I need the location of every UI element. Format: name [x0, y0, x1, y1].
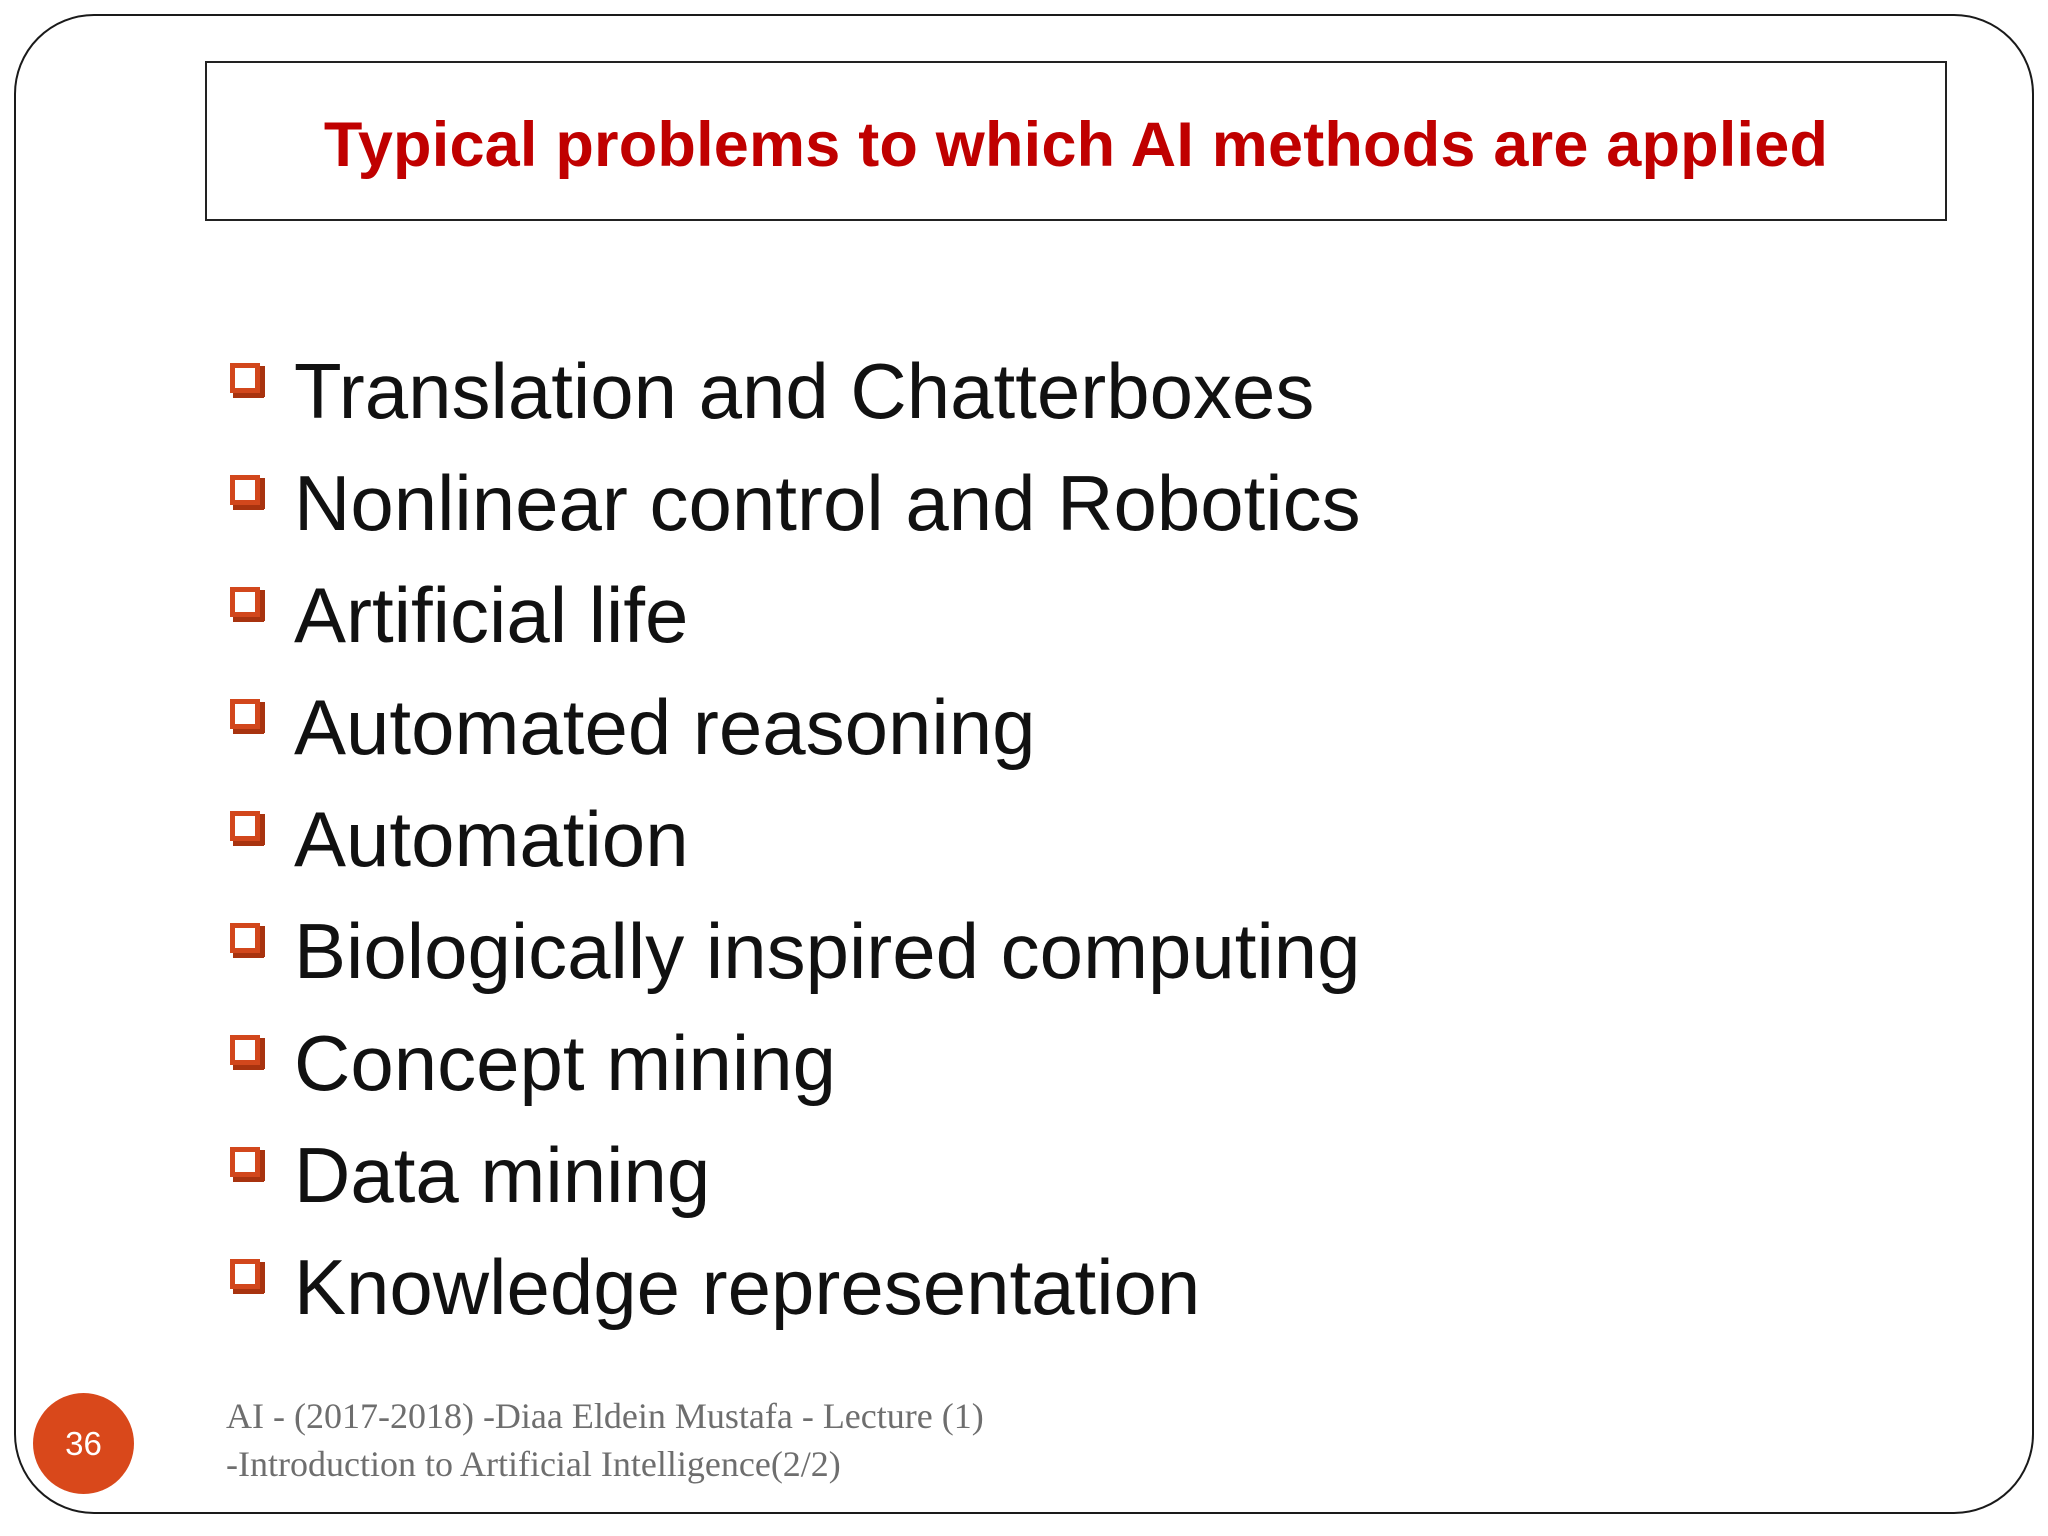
- footer-line-1: AI - (2017-2018) -Diaa Eldein Mustafa - Lecture (1): [226, 1396, 984, 1436]
- bullet-text: Data mining: [294, 1131, 711, 1219]
- checkbox-square-icon: [230, 587, 264, 621]
- bullet-text: Artificial life: [294, 571, 689, 659]
- bullet-list: [230, 335, 1361, 1343]
- checkbox-square-icon: [230, 923, 264, 957]
- bullet-text: Nonlinear control and Robotics: [294, 459, 1361, 547]
- checkbox-square-icon: [230, 699, 264, 733]
- list-item: [230, 1119, 1361, 1231]
- checkbox-square-icon: [230, 363, 264, 397]
- list-item: [230, 895, 1361, 1007]
- checkbox-square-icon: [230, 1035, 264, 1069]
- page-number-badge: [33, 1393, 134, 1494]
- list-item: [230, 671, 1361, 783]
- list-item: [230, 447, 1361, 559]
- list-item: [230, 783, 1361, 895]
- bullet-text: Translation and Chatterboxes: [294, 347, 1315, 435]
- checkbox-square-icon: [230, 811, 264, 845]
- page-number: 36: [65, 1424, 102, 1462]
- bullet-text: Automation: [294, 795, 689, 883]
- checkbox-square-icon: [230, 475, 264, 509]
- bullet-text: Automated reasoning: [294, 683, 1036, 771]
- list-item: [230, 1007, 1361, 1119]
- bullet-text: Knowledge representation: [294, 1243, 1201, 1331]
- bullet-text: Biologically inspired computing: [294, 907, 1361, 995]
- checkbox-square-icon: [230, 1259, 264, 1293]
- list-item: [230, 335, 1361, 447]
- bullet-text: Concept mining: [294, 1019, 836, 1107]
- list-item: [230, 1231, 1361, 1343]
- footer: [226, 1392, 984, 1488]
- title-box: [205, 61, 1947, 221]
- footer-line-2: -Introduction to Artificial Intelligence(2/2): [226, 1444, 841, 1484]
- slide-title: Typical problems to which AI methods are applied: [323, 110, 1829, 180]
- checkbox-square-icon: [230, 1147, 264, 1181]
- list-item: [230, 559, 1361, 671]
